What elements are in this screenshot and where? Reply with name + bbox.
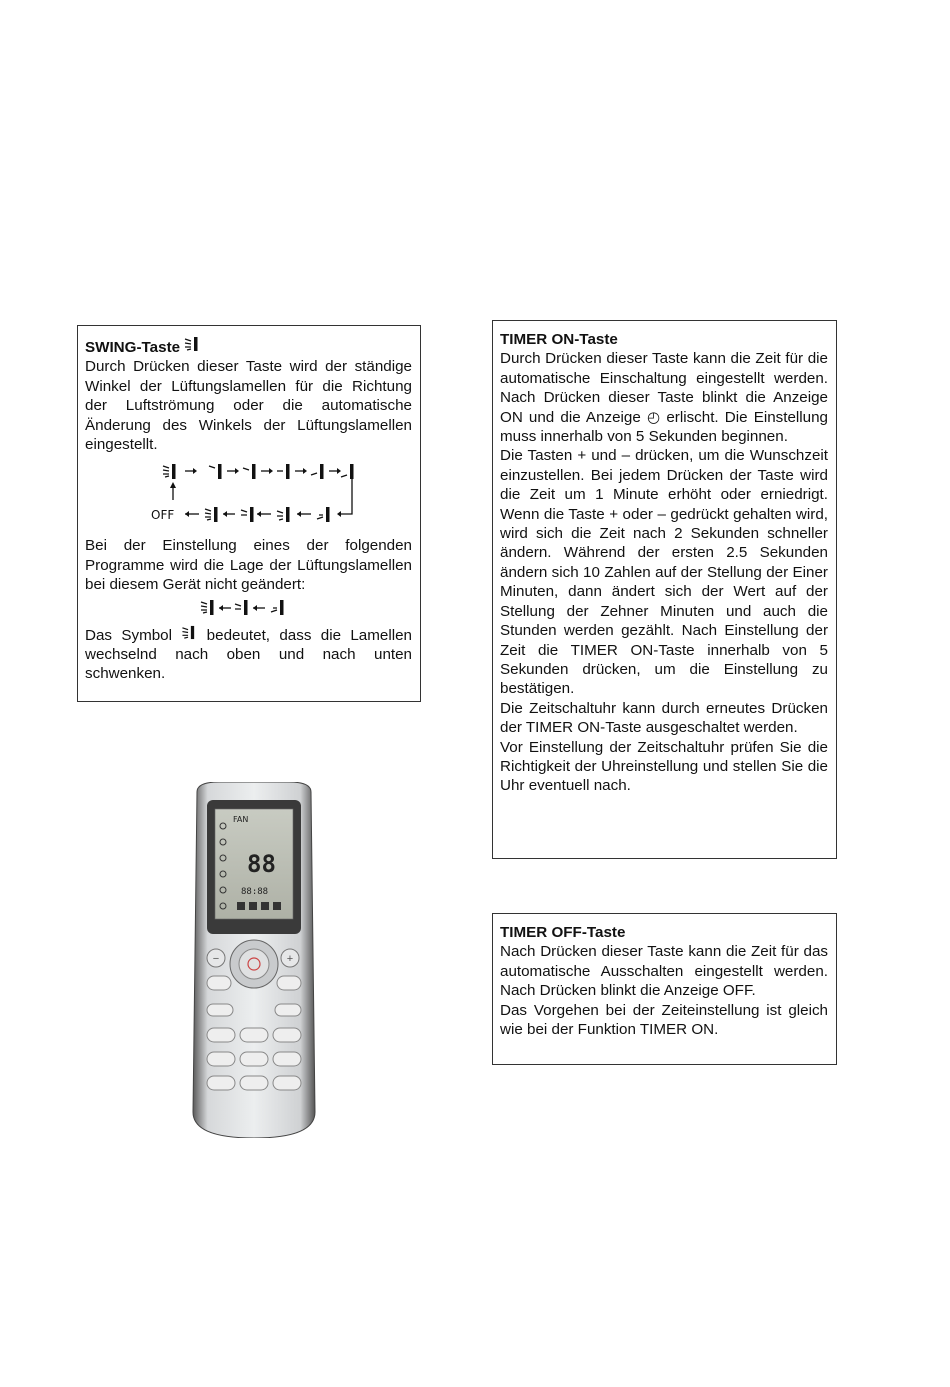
swing-cycle-diagram — [85, 460, 412, 532]
timer-off-section — [492, 913, 837, 1065]
remote-control-image — [189, 782, 319, 1138]
swing-off-label: OFF — [151, 508, 175, 523]
swing-title: SWING-Taste — [85, 339, 181, 356]
svg-text:−: − — [212, 953, 220, 965]
swing-paragraph-3: Das Symbol bedeutet, dass die Lamellen wechselnd nach oben und nach unten schwenken. — [85, 626, 412, 683]
swing-fixed-arrows — [85, 597, 413, 621]
lcd-digits: 88 — [247, 850, 276, 878]
timer-off-paragraph-1: Nach Drücken dieser Taste kann die Zeit für das automatische Ausschalten eingestellt werden. Nach Drücken blinkt die Anzeige OFF. — [500, 943, 828, 1000]
timer-on-paragraph-2: Die Tasten + und – drücken, um die Wunschzeit einzustellen. Bei jedem Drücken der Taste wird die Zeit um 1 Minute erhöht oder erniedrigt. Wenn die Taste + oder – gedrückt gehalten wird, wird sich die Zeit nach 2 Sekunden schneller ändern. Während der ersten 2.5 Sekunden ändern sich 10 Zahlen auf der Stellung der Einer Minuten, dann ändert sich der Wert auf der Stellung der Zehner Minuten und auch die Stunden werden gezählt. Nach Einstellung der Zeit die TIMER ON-Taste innerhalb von 5 Sekunden drücken, um die Einstellung zu bestätigen. — [500, 447, 828, 698]
swing-icon — [184, 336, 200, 357]
timer-on-paragraph-3: Die Zeitschaltuhr kann durch erneutes Drücken der TIMER ON-Taste ausgeschaltet werden. — [500, 699, 828, 737]
svg-text:+: + — [286, 953, 294, 965]
swing-fixed-diagram — [85, 597, 412, 621]
swing-paragraph-1: Durch Drücken dieser Taste wird der ständige Winkel der Lüftungslamellen für die Richtung der Luftströmung oder die automatische Änderung des Winkels der Lüftungslamellen eingestellt. — [85, 358, 412, 454]
swing-section — [77, 325, 421, 702]
swing-paragraph-2: Bei der Einstellung eines der folgenden Programme wird die Lage der Lüftungslamellen bei diesem Gerät nicht geändert: — [85, 537, 412, 594]
timer-off-title: TIMER OFF-Taste — [500, 924, 626, 941]
timer-on-paragraph-4: Vor Einstellung der Zeitschaltuhr prüfen Sie die Richtigkeit der Uhreinstellung und stellen Sie die Uhr eventuell nach. — [500, 738, 828, 795]
timer-on-section — [492, 320, 837, 859]
timer-on-paragraph-1: Durch Drücken dieser Taste kann die Zeit für die automatische Einschaltung eingestellt werden. Nach Drücken dieser Taste blinkt die Anzeige ON und die Anzeige ◴ erlischt. Die Einstellung muss innerhalb von 5 Sekunden beginnen. — [500, 350, 828, 446]
timer-on-title: TIMER ON-Taste — [500, 331, 618, 348]
timer-off-paragraph-2: Das Vorgehen bei der Zeiteinstellung ist gleich wie bei der Funktion TIMER ON. — [500, 1001, 828, 1039]
lcd-fan-text: FAN — [233, 815, 249, 824]
swing-icon — [181, 625, 197, 645]
lcd-clock: 88:88 — [241, 887, 269, 897]
swing-cycle-arrows — [85, 460, 413, 532]
